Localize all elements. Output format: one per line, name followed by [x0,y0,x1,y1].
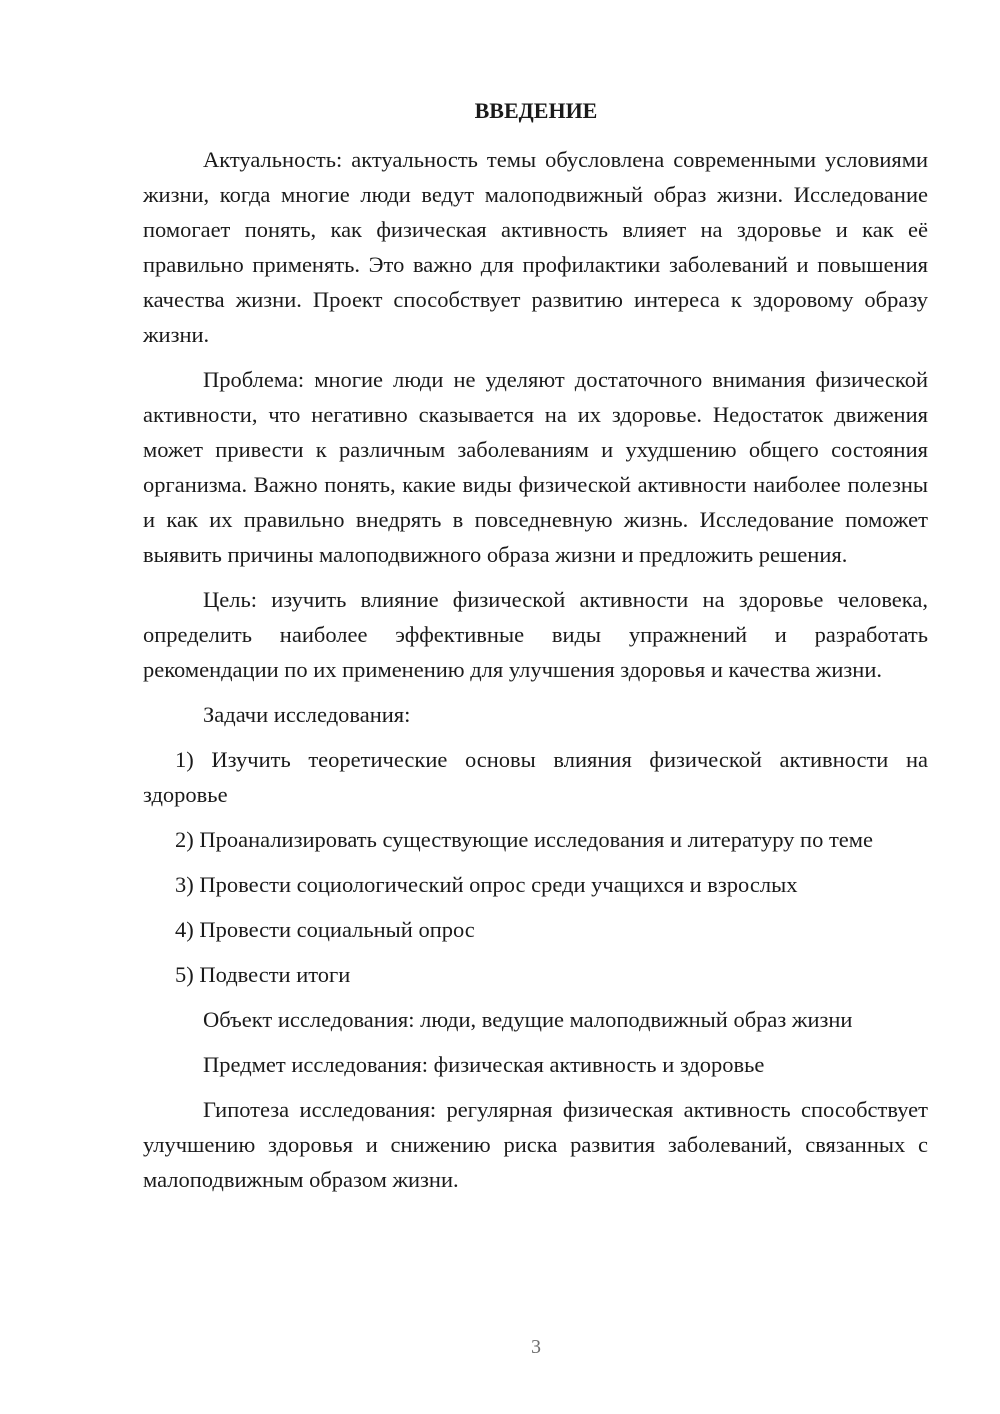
page-title: ВВЕДЕНИЕ [474,98,598,123]
task-item: 4) Провести социальный опрос [175,917,475,942]
task-item: 3) Провести социологический опрос среди учащихся и взрослых [175,872,798,897]
research-object: Объект исследования: люди, ведущие малоподвижный образ жизни [203,1007,853,1032]
tasks-heading: Задачи исследования: [203,702,411,727]
task-item: 5) Подвести итоги [175,962,351,987]
research-subject: Предмет исследования: физическая активность и здоровье [203,1052,765,1077]
hypothesis-paragraph: Гипотеза исследования: регулярная физическая активность способствует улучшению здоровья и снижению риска развития заболеваний, связанных с малоподвижным образом жизни. [143,1097,928,1192]
relevance-paragraph: Актуальность: актуальность темы обусловлена современными условиями жизни, когда многие люди ведут малоподвижный образ жизни. Исследование помогает понять, как физическая активность влияет на здоровье и как её правильно применять. Это важно для профилактики заболеваний и повышения качества жизни. Проект способствует развитию интереса к здоровому образу жизни. [143,147,928,347]
task-item: 2) Проанализировать существующие исследования и литературу по теме [175,827,873,852]
problem-paragraph: Проблема: многие люди не уделяют достаточного внимания физической активности, что негативно сказывается на их здоровье. Недостаток движения может привести к различным заболеваниям и ухудшению общего состояния организма. Важно понять, какие виды физической активности наиболее полезны и как их правильно внедрять в повседневную жизнь. Исследование поможет выявить причины малоподвижного образа жизни и предложить решения. [143,367,928,567]
task-item: 1) Изучить теоретические основы влияния физической активности на здоровье [143,747,928,807]
document-body [143,142,928,1207]
page-number: 3 [531,1336,541,1358]
goal-paragraph: Цель: изучить влияние физической активности на здоровье человека, определить наиболее эффективные виды упражнений и разработать рекомендации по их применению для улучшения здоровья и качества жизни. [143,587,928,682]
